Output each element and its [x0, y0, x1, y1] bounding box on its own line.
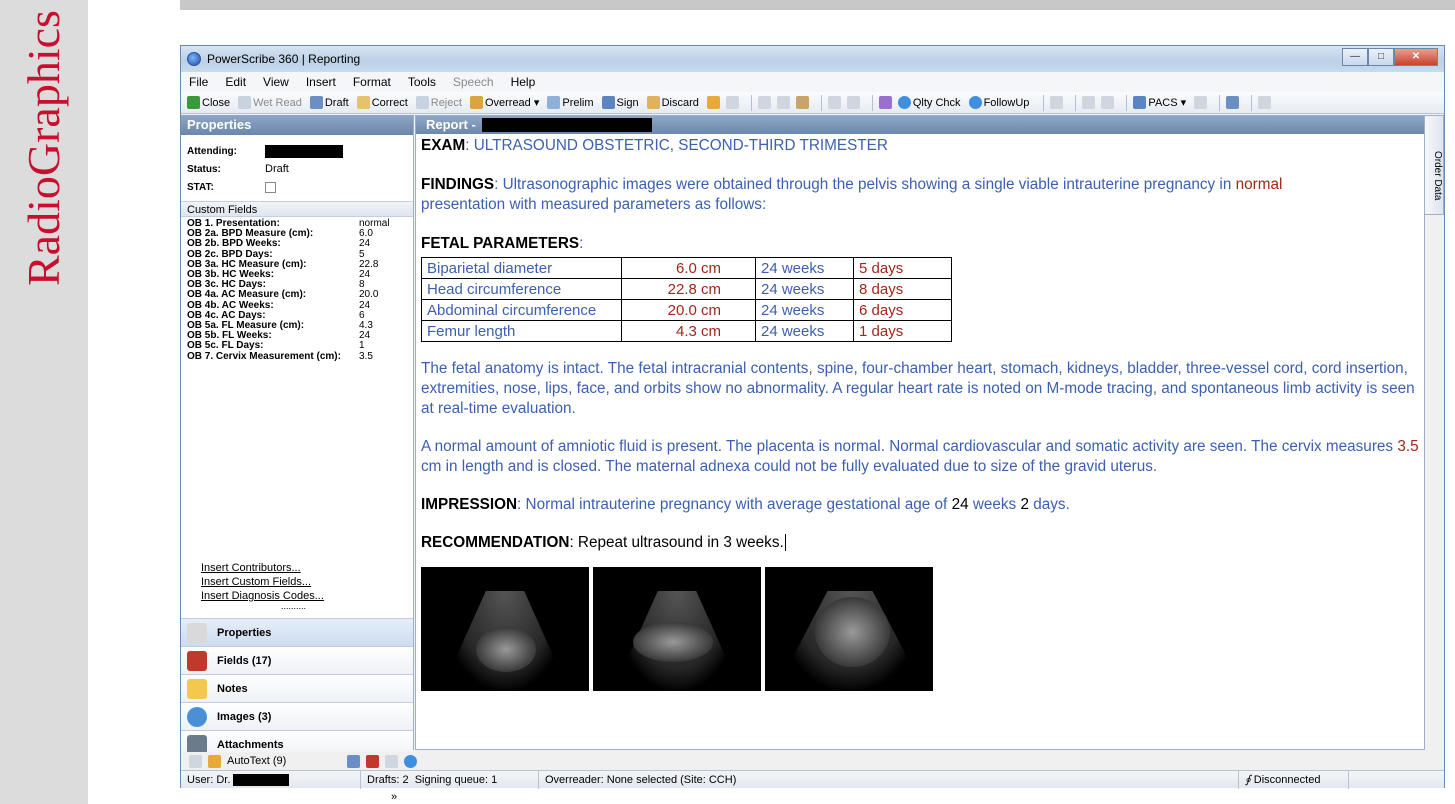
- panel-icon-3[interactable]: [385, 755, 398, 768]
- sign-button[interactable]: Sign: [602, 96, 639, 109]
- report-header: [416, 116, 1424, 134]
- custom-field-value: 3.5: [359, 350, 373, 362]
- autotext-tool-icon[interactable]: [208, 755, 221, 768]
- cervix-measure: 3.5: [1397, 438, 1419, 455]
- menu-file[interactable]: File: [189, 75, 209, 89]
- insert-custom-fields-link[interactable]: Insert Custom Fields...: [201, 576, 312, 588]
- panel-icon-1[interactable]: [347, 755, 360, 768]
- report-header-label: Report -: [426, 117, 476, 132]
- draft-icon: [310, 96, 323, 109]
- ultrasound-image-1[interactable]: [421, 567, 589, 691]
- status-connection: Disconnected: [1253, 773, 1321, 786]
- arrow-icon[interactable]: [1050, 96, 1063, 109]
- window-icon[interactable]: [1101, 96, 1114, 109]
- paste-icon[interactable]: [796, 96, 809, 109]
- fetal-parameters-label: FETAL PARAMETERS: [421, 235, 580, 252]
- param-measure: 20.0 cm: [622, 300, 756, 321]
- menu-help[interactable]: Help: [510, 75, 536, 89]
- undo-icon[interactable]: [828, 96, 841, 109]
- menu-view[interactable]: View: [263, 75, 289, 89]
- custom-field-key: OB 5c. FL Days:: [187, 340, 264, 352]
- param-weeks: 24 weeks: [756, 258, 854, 279]
- quality-check-button[interactable]: Qlty Chck: [898, 96, 961, 109]
- custom-field-key: OB 7. Cervix Measurement (cm):: [187, 350, 341, 362]
- images-icon: [187, 707, 207, 727]
- overread-button[interactable]: Overread ▾: [470, 96, 539, 109]
- discard-icon: [647, 96, 660, 109]
- diamond-icon[interactable]: [707, 96, 720, 109]
- stat-label: STAT:: [187, 181, 214, 193]
- custom-field-value: 4.3: [359, 320, 373, 332]
- custom-field-key: OB 2c. BPD Days:: [187, 248, 273, 260]
- draft-button[interactable]: Draft: [310, 96, 349, 109]
- properties-header: Properties: [181, 115, 413, 135]
- nav-label: Notes: [217, 682, 248, 695]
- exam-value: : ULTRASOUND OBSTETRIC, SECOND-THIRD TRIMESTER: [465, 137, 888, 154]
- nav-images[interactable]: [181, 702, 413, 730]
- custom-field-key: OB 5a. FL Measure (cm):: [187, 320, 305, 332]
- menu-bar: [181, 72, 1444, 92]
- ultrasound-image-2[interactable]: [593, 567, 761, 691]
- splitter-grip[interactable]: ..........: [281, 601, 307, 611]
- custom-fields-title: Custom Fields: [181, 201, 413, 217]
- impression-label: IMPRESSION: [421, 496, 518, 513]
- custom-field-key: OB 3a. HC Measure (cm):: [187, 258, 307, 270]
- link-icon[interactable]: [726, 96, 739, 109]
- menu-edit[interactable]: Edit: [225, 75, 247, 89]
- fetal-parameter-row: [422, 279, 952, 300]
- fetal-parameter-row: [422, 321, 952, 342]
- maximize-button[interactable]: □: [1368, 48, 1394, 66]
- text-cursor: [785, 534, 786, 551]
- redo-icon[interactable]: [847, 96, 860, 109]
- followup-icon: [969, 96, 982, 109]
- copy-icon[interactable]: [777, 96, 790, 109]
- panel-icon-2[interactable]: [366, 755, 379, 768]
- custom-field-key: OB 4c. AC Days:: [187, 309, 266, 321]
- prelim-icon: [547, 96, 560, 109]
- param-measure: 4.3 cm: [622, 321, 756, 342]
- anatomy-paragraph: The fetal anatomy is intact. The fetal intracranial contents, spine, four-chamber heart, stomach, kidneys, bladder, three-vessel cord, cord insertion, extremities, nose, lips, face, and orbits show no abnormality. A regular heart rate is noted on M-mode tracing, and spontaneous limb activity is seen at real-time evaluation.: [421, 360, 1415, 417]
- user-redacted: [233, 774, 289, 786]
- param-name: Abdominal circumference: [422, 300, 622, 321]
- nav-note[interactable]: [181, 674, 413, 702]
- nav-label: Properties: [217, 626, 272, 639]
- wet-read-button[interactable]: Wet Read: [238, 96, 302, 109]
- param-name: Head circumference: [422, 279, 622, 300]
- recommendation-label: RECOMMENDATION: [421, 534, 570, 551]
- toolbar: [181, 92, 1444, 114]
- impression-weeks: 24: [951, 496, 969, 513]
- close-button[interactable]: Close: [187, 96, 230, 109]
- status-label: Status:: [187, 163, 221, 175]
- expand-chevron-icon[interactable]: »: [391, 791, 398, 803]
- save-icon[interactable]: [1226, 96, 1239, 109]
- custom-fields-list: [181, 217, 413, 362]
- pacs-button[interactable]: PACS ▾: [1133, 96, 1186, 109]
- menu-format[interactable]: Format: [352, 75, 391, 89]
- custom-field-value: normal: [359, 218, 390, 229]
- sign-icon: [602, 96, 615, 109]
- menu-insert[interactable]: Insert: [305, 75, 336, 89]
- reject-button[interactable]: Reject: [416, 96, 462, 109]
- pacs-icon: [1133, 96, 1146, 109]
- nav-label: Images (3): [217, 710, 272, 723]
- overread-icon: [470, 96, 483, 109]
- custom-field-value: 24: [359, 330, 371, 342]
- close-window-button[interactable]: ✕: [1394, 48, 1438, 66]
- window-title: PowerScribe 360 | Reporting: [207, 52, 361, 66]
- order-data-tab[interactable]: Order Data: [1424, 115, 1444, 215]
- param-name: Femur length: [422, 321, 622, 342]
- spellcheck-icon[interactable]: [879, 96, 892, 109]
- app-icon: [187, 52, 201, 66]
- note-icon: [187, 679, 207, 699]
- custom-field-value: 20.0: [359, 289, 379, 301]
- findings-text: : Ultrasonographic images were obtained through the pelvis showing a single viable intrauterine pregnancy in: [494, 176, 1236, 193]
- param-measure: 6.0 cm: [622, 258, 756, 279]
- custom-field-key: OB 1. Presentation:: [187, 218, 280, 229]
- discard-button[interactable]: Discard: [647, 96, 699, 109]
- cloud-icon[interactable]: [1194, 96, 1207, 109]
- param-days: 6 days: [854, 300, 952, 321]
- custom-field-key: OB 4a. AC Measure (cm):: [187, 289, 307, 301]
- param-days: 1 days: [854, 321, 952, 342]
- param-weeks: 24 weeks: [756, 300, 854, 321]
- status-bar: User: Dr. Drafts: 2 Signing queue: 1 Overreader: None selected (Site: CCH) ∮ Disconnected: [181, 770, 1444, 788]
- autotext-bar: [181, 752, 1444, 770]
- insert-contributors-link[interactable]: Insert Contributors...: [201, 562, 301, 574]
- status-queue: Signing queue: 1: [414, 773, 498, 786]
- top-rule: [180, 0, 1455, 10]
- left-gutter: [0, 0, 88, 804]
- custom-field-key: OB 5b. FL Weeks:: [187, 330, 272, 342]
- custom-field-key: OB 2a. BPD Measure (cm):: [187, 228, 314, 240]
- menu-speech[interactable]: Speech: [452, 75, 494, 89]
- status-overreader: Overreader: None selected (Site: CCH): [539, 771, 1239, 789]
- custom-field-key: OB 2b. BPD Weeks:: [187, 238, 281, 250]
- image-thumbnails: [421, 567, 1424, 691]
- minimize-button[interactable]: —: [1342, 48, 1368, 66]
- export-icon[interactable]: [1258, 96, 1271, 109]
- impression-paragraph: IMPRESSION: Normal intrauterine pregnancy with average gestational age of 24 weeks 2 days.: [421, 496, 1070, 513]
- status-value: Draft: [265, 163, 289, 175]
- stat-checkbox[interactable]: [265, 182, 276, 193]
- param-weeks: 24 weeks: [756, 279, 854, 300]
- custom-field-row: [187, 352, 413, 362]
- custom-field-value: 24: [359, 238, 371, 250]
- fluid-paragraph: A normal amount of amniotic fluid is present. The placenta is normal. Normal cardiovascular and somatic activity are seen. The cervix measures 3.5 cm in length and is closed. The maternal adnexa could not be fully evaluated due to size of the gravid uterus.: [421, 438, 1419, 475]
- status-user: User: Dr.: [187, 773, 231, 786]
- param-days: 8 days: [854, 279, 952, 300]
- ultrasound-image-3[interactable]: [765, 567, 933, 691]
- custom-field-value: 6.0: [359, 228, 373, 240]
- custom-field-value: 5: [359, 248, 365, 260]
- custom-field-value: 6: [359, 309, 365, 321]
- report-panel: [415, 115, 1425, 750]
- title-bar: [181, 46, 1444, 72]
- custom-field-value: 22.8: [359, 258, 379, 270]
- custom-field-key: OB 4b. AC Weeks:: [187, 299, 274, 311]
- powerscribe-window: [180, 45, 1445, 803]
- frame-icon[interactable]: [1082, 96, 1095, 109]
- custom-field-value: 24: [359, 269, 371, 281]
- custom-field-key: OB 3c. HC Days:: [187, 279, 266, 291]
- report-editor[interactable]: EXAM: ULTRASOUND OBSTETRIC, SECOND-THIRD TRIMESTER FINDINGS: Ultrasonographic images were obtained through the pelvis showing a single viable intrauterine pregnancy in normal presentation with measured parameters as follows: FETAL PARAMETERS: Biparietal diameter 6.0 cm 24 weeks 5 days Head circumference 22.8 cm 24 weeks 8 days Abdominal circumference 20.0 cm 24 weeks 6 days Femur length 4.3 cm 24 weeks 1 days The fetal anatomy is intact. The fetal intracranial contents, spine, four-chamber heart, stomach, kidneys, bladder, three-vessel cord, cord insertion, extremities, nose, lips, face, and orbits show no abnormality. A regular heart rate is noted on M-mode tracing, and spontaneous limb activity is seen at real-time evaluation. A normal amount of amniotic fluid is present. The placenta is normal. Normal cardiovascular and somatic activity are seen. The cervix measures 3.5 cm in length and is closed. The maternal adnexa could not be fully evaluated due to size of the gravid uterus. IMPRESSION: Normal intrauterine pregnancy with average gestational age of 24 weeks 2 days. RECOMMENDATION: Repeat ultrasound in 3 weeks.: [416, 134, 1424, 691]
- fetal-parameter-row: [422, 300, 952, 321]
- nav-pencil[interactable]: [181, 618, 413, 646]
- menu-tools[interactable]: Tools: [407, 75, 436, 89]
- recommendation-paragraph: [421, 533, 1424, 553]
- panel-icon-4[interactable]: [404, 755, 417, 768]
- fetal-parameters-table: [421, 257, 952, 342]
- wet-read-icon: [238, 96, 251, 109]
- reject-icon: [416, 96, 429, 109]
- param-days: 5 days: [854, 258, 952, 279]
- custom-field-key: OB 3b. HC Weeks:: [187, 269, 275, 281]
- fields-icon: [187, 651, 207, 671]
- findings-presentation: normal: [1235, 176, 1283, 193]
- param-weeks: 24 weeks: [756, 321, 854, 342]
- nav-label: Attachments: [217, 738, 284, 751]
- custom-field-value: 24: [359, 299, 371, 311]
- pencil-icon: [187, 623, 207, 643]
- prelim-button[interactable]: Prelim: [547, 96, 593, 109]
- journal-logo: RadioGraphics: [18, 10, 69, 286]
- exam-label: EXAM: [421, 137, 466, 154]
- close-report-icon: [187, 96, 200, 109]
- status-drafts: Drafts: 2: [367, 773, 409, 786]
- quality-check-icon: [898, 96, 911, 109]
- recommendation-text: : Repeat ultrasound in 3 weeks.: [569, 534, 784, 551]
- correct-button[interactable]: Correct: [357, 96, 408, 109]
- autotext-icon[interactable]: [189, 755, 202, 768]
- attending-label: Attending:: [187, 145, 237, 157]
- nav-label: Fields (17): [217, 654, 272, 667]
- followup-button[interactable]: FollowUp: [969, 96, 1030, 109]
- param-name: Biparietal diameter: [422, 258, 622, 279]
- findings-text-2: presentation with measured parameters as follows:: [421, 196, 767, 213]
- impression-days: 2: [1020, 496, 1029, 513]
- cut-icon[interactable]: [758, 96, 771, 109]
- report-patient-redacted: [482, 118, 652, 132]
- findings-label: FINDINGS: [421, 176, 495, 193]
- autotext-tab[interactable]: AutoText (9): [227, 755, 287, 767]
- attending-redacted: [265, 145, 343, 158]
- param-measure: 22.8 cm: [622, 279, 756, 300]
- custom-field-value: 1: [359, 340, 365, 352]
- fetal-parameter-row: [422, 258, 952, 279]
- custom-field-value: 8: [359, 279, 365, 291]
- nav-fields[interactable]: [181, 646, 413, 674]
- correct-icon: [357, 96, 370, 109]
- insert-diagnosis-codes-link[interactable]: Insert Diagnosis Codes...: [201, 590, 324, 602]
